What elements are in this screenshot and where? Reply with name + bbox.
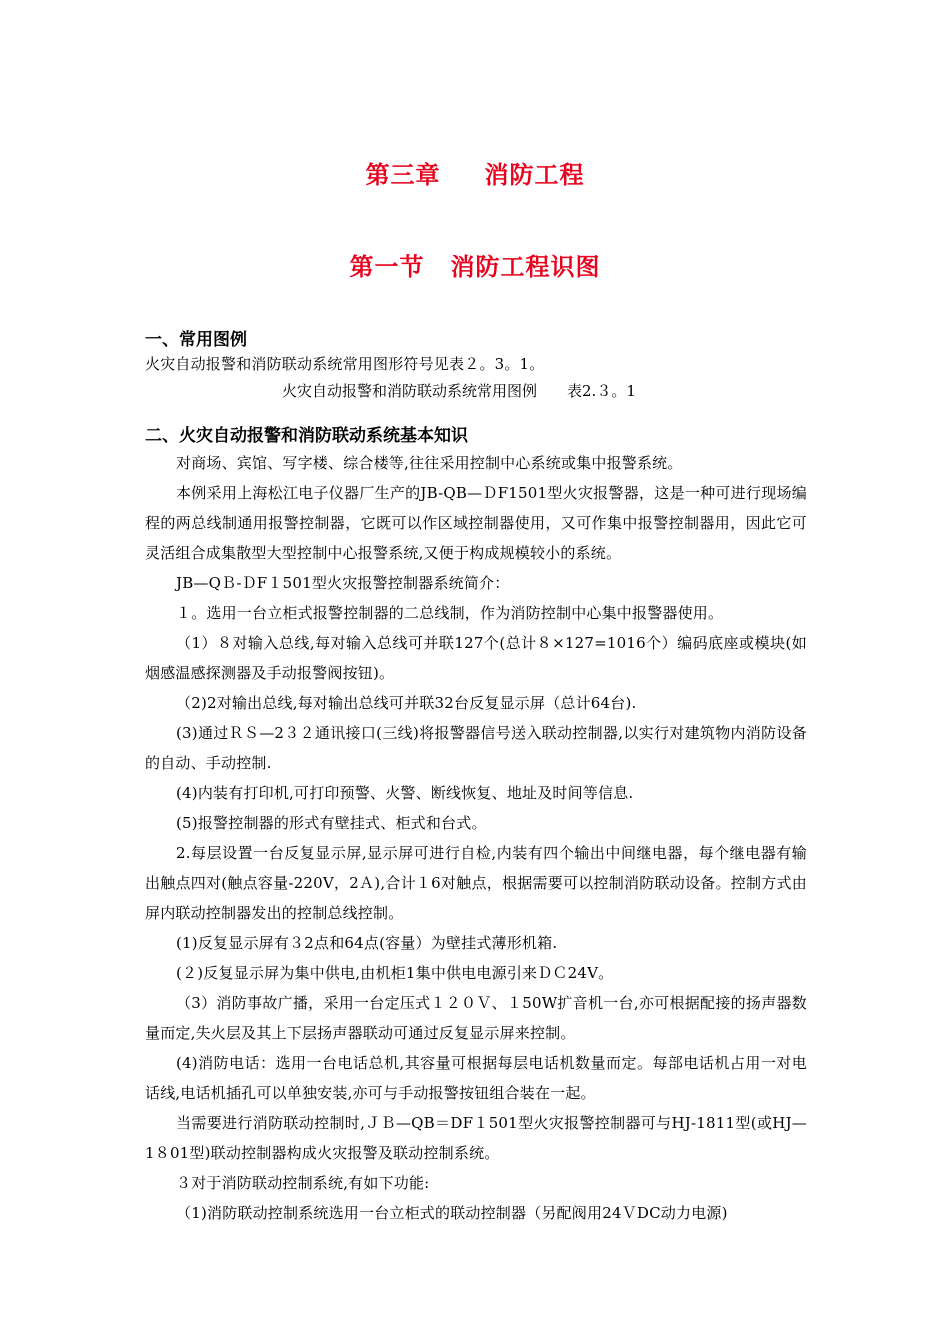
table-number: 表2.３。1 [567, 382, 636, 400]
part1-heading: 一、常用图例 [145, 330, 247, 350]
paragraph: ３对于消防联动控制系统,有如下功能: [176, 1174, 430, 1192]
document-body [145, 328, 807, 1228]
paragraph: （2)2对输出总线,每对输出总线可并联32台反复显示屏（总计64台). [176, 694, 637, 712]
table-caption-text: 火灾自动报警和消防联动系统常用图例 [282, 382, 538, 400]
paragraph: （1)消防联动控制系统选用一台立柜式的联动控制器（另配阀用24ＶDC动力电源) [176, 1204, 728, 1222]
paragraph: 2.每层设置一台反复显示屏,显示屏可进行自检,内装有四个输出中间继电器，每个继电器有输出触点四对(触点容量-220V，2Ａ),合计１6对触点，根据需要可以控制消防联动设备。控制方式由屏内联动控制器发出的控制总线控制。 [145, 844, 807, 922]
chapter-name: 消防工程 [484, 161, 585, 189]
paragraph: （1）８对输入总线,每对输入总线可并联127个(总计８×127=1016个）编码底座或模块(如烟感温感探测器及手动报警阀按钮)。 [145, 634, 807, 682]
chapter-title [0, 155, 950, 190]
chapter-number: 第三章 [365, 161, 441, 189]
paragraph: (4)消防电话：选用一台电话总机,其容量可根据每层电话机数量而定。每部电话机占用一对电话线,电话机插孔可以单独安装,亦可与手动报警按钮组合装在一起。 [145, 1054, 807, 1102]
paragraph: (3)通过ＲＳ—2３２通讯接口(三线)将报警器信号送入联动控制器,以实行对建筑物内消防设备的自动、手动控制. [145, 724, 807, 772]
paragraph: １。选用一台立柜式报警控制器的二总线制，作为消防控制中心集中报警器使用。 [176, 604, 724, 622]
table-caption [145, 376, 807, 406]
paragraph: 当需要进行消防联动控制时,ＪＢ—QB＝DF１501型火灾报警控制器可与HJ-1811型(或HJ—1８01型)联动控制器构成火灾报警及联动控制系统。 [145, 1114, 807, 1162]
section-title [0, 247, 950, 282]
paragraph: (4)内装有打印机,可打印预警、火警、断线恢复、地址及时间等信息. [176, 784, 634, 802]
paragraph: (２)反复显示屏为集中供电,由机柜1集中供电电源引来ＤＣ24V。 [176, 964, 614, 982]
paragraph: 对商场、宾馆、写字楼、综合楼等,往往采用控制中心系统或集中报警系统。 [176, 454, 683, 472]
part2-heading: 二、火灾自动报警和消防联动系统基本知识 [145, 426, 468, 446]
paragraph: (1)反复显示屏有３2点和64点(容量）为壁挂式薄形机箱. [176, 934, 558, 952]
paragraph: 本例采用上海松江电子仪器厂生产的JB-QB—ＤF1501型火灾报警器，这是一种可进行现场编程的两总线制通用报警控制器，它既可以作区域控制器使用，又可作集中报警控制器用，因此它可灵活组合成集散型大型控制中心报警系统,又便于构成规模较小的系统。 [145, 484, 807, 562]
part1-intro: 火灾自动报警和消防联动系统常用图形符号见表２。3。1。 [145, 355, 545, 373]
paragraph: （3）消防事故广播，采用一台定压式１２０Ｖ、１50W扩音机一台,亦可根据配接的扬声器数量而定,失火层及其上下层扬声器联动可通过反复显示屏来控制。 [145, 994, 807, 1042]
paragraph: (5)报警控制器的形式有壁挂式、柜式和台式。 [176, 814, 487, 832]
section-name: 消防工程识图 [450, 253, 601, 281]
paragraph: JB—QＢ-ＤF１501型火灾报警控制器系统简介： [176, 574, 510, 592]
section-number: 第一节 [349, 253, 425, 281]
